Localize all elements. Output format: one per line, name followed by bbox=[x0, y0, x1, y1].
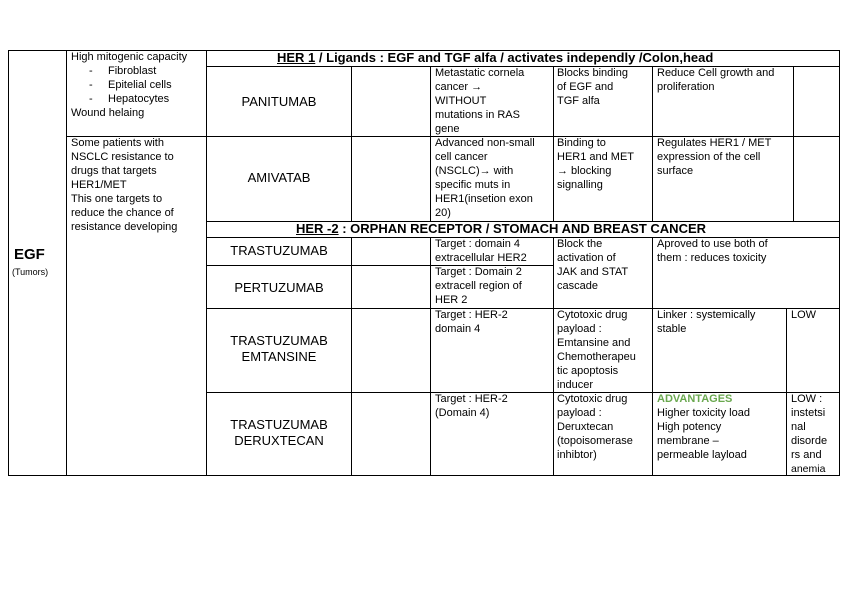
trastuzumab-target-1: Target : domain 4 bbox=[435, 238, 520, 250]
deruxtecan-advantage-1: Higher toxicity load bbox=[657, 407, 750, 419]
deruxtecan-toxicity-1: LOW : bbox=[791, 393, 823, 405]
amivatab-effect-1: Regulates HER1 / MET bbox=[657, 137, 772, 149]
divider-emtansine bbox=[206, 392, 840, 393]
amivatab-indication-2: cell cancer bbox=[435, 151, 488, 163]
divider-col5-her1 bbox=[652, 66, 653, 221]
emtansine-name-1: TRASTUZUMAB bbox=[230, 333, 328, 348]
deruxtecan-toxicity-2: instetsi bbox=[791, 407, 826, 419]
amivatab-mechanism-2: HER1 and MET bbox=[557, 151, 635, 163]
mitogenic-item-dash-3: - bbox=[89, 93, 93, 105]
emtansine-payload-6: inducer bbox=[557, 379, 594, 391]
table-border-left bbox=[8, 50, 9, 476]
panitumab-indication-4: mutations in RAS bbox=[435, 109, 520, 121]
emtansine-linker-2: stable bbox=[657, 323, 687, 335]
divider-egf bbox=[66, 50, 67, 476]
her2-header-rest: : ORPHAN RECEPTOR / STOMACH AND BREAST CANCER bbox=[338, 221, 707, 236]
panitumab-indication-3: WITHOUT bbox=[435, 95, 487, 107]
mitogenic-footer: Wound helaing bbox=[71, 107, 145, 119]
panitumab-effect-1: Reduce Cell growth and bbox=[657, 67, 775, 79]
amivatab-effect-2: expression of the cell bbox=[657, 151, 761, 163]
nsclc-line-1: Some patients with bbox=[71, 137, 164, 149]
panitumab-indication-2: cancer → bbox=[435, 81, 483, 93]
pertuzumab-target-2: extracell region of bbox=[435, 280, 522, 292]
panitumab-indication-1: Metastatic cornela bbox=[435, 67, 525, 79]
panitumab-mechanism-3: TGF alfa bbox=[557, 95, 600, 107]
deruxtecan-advantage-2: High potency bbox=[657, 421, 722, 433]
deruxtecan-target-2: (Domain 4) bbox=[435, 407, 490, 419]
deruxtecan-advantages-title: ADVANTAGES bbox=[657, 393, 733, 405]
mitogenic-item-3: Hepatocytes bbox=[108, 93, 170, 105]
nsclc-line-6: reduce the chance of bbox=[71, 207, 174, 219]
egf-title: EGF bbox=[14, 246, 45, 263]
deruxtecan-payload-1: Cytotoxic drug bbox=[557, 393, 628, 405]
table-border-right bbox=[839, 50, 840, 476]
deruxtecan-payload-3: Deruxtecan bbox=[557, 421, 614, 433]
mitogenic-item-1: Fibroblast bbox=[108, 65, 157, 77]
amivatab-indication-1: Advanced non-small bbox=[435, 137, 535, 149]
her1-header bbox=[277, 50, 713, 65]
deruxtecan-payload-4: (topoisomerase bbox=[557, 435, 633, 447]
mitogenic-item-2: Epitelial cells bbox=[108, 79, 172, 91]
divider-col6-her1 bbox=[793, 66, 794, 221]
emtansine-target-1: Target : HER-2 bbox=[435, 309, 508, 321]
amivatab-mechanism-4: signalling bbox=[557, 179, 603, 191]
deruxtecan-advantage-4: permeable layload bbox=[657, 449, 747, 461]
emtansine-payload-5: tic apoptosis bbox=[557, 365, 619, 377]
nsclc-line-5: This one targets to bbox=[71, 193, 163, 205]
emtansine-name-2: EMTANSINE bbox=[241, 349, 317, 364]
amivatab-indication-6: 20) bbox=[435, 207, 451, 219]
nsclc-line-3: drugs that targets bbox=[71, 165, 157, 177]
emtansine-toxicity: LOW bbox=[791, 309, 817, 321]
deruxtecan-target-1: Target : HER-2 bbox=[435, 393, 508, 405]
panitumab-effect-2: proliferation bbox=[657, 81, 715, 93]
tp-mechanism-4: cascade bbox=[557, 280, 598, 292]
mitogenic-title: High mitogenic capacity bbox=[71, 51, 188, 63]
tp-mechanism-3: JAK and STAT bbox=[557, 266, 629, 278]
egf-subtitle: (Tumors) bbox=[12, 267, 49, 277]
divider-col4-her2 bbox=[553, 237, 554, 476]
amivatab-indication-4: specific muts in bbox=[435, 179, 511, 191]
drug-amivatab: AMIVATAB bbox=[247, 170, 311, 185]
emtansine-target-2: domain 4 bbox=[435, 323, 481, 335]
drug-trastuzumab: TRASTUZUMAB bbox=[230, 243, 328, 258]
amivatab-indication-3: (NSCLC)→ with bbox=[435, 165, 514, 177]
tp-note-1: Aproved to use both of bbox=[657, 238, 768, 250]
panitumab-mechanism-1: Blocks binding bbox=[557, 67, 628, 79]
deruxtecan-payload-5: inhibtor) bbox=[557, 449, 597, 461]
divider-col4-her1 bbox=[553, 66, 554, 221]
emtansine-payload-4: Chemotherapeu bbox=[557, 351, 636, 363]
divider-col5-her2 bbox=[652, 237, 653, 476]
drug-panitumab: PANITUMAB bbox=[241, 94, 317, 109]
deruxtecan-advantage-3: membrane – bbox=[657, 435, 719, 447]
her1-header-prefix: HER 1 bbox=[277, 50, 316, 65]
her2-header-prefix: HER -2 bbox=[296, 221, 339, 236]
amivatab-effect-3: surface bbox=[657, 165, 694, 177]
panitumab-mechanism-2: of EGF and bbox=[557, 81, 614, 93]
pertuzumab-target-3: HER 2 bbox=[435, 294, 468, 306]
deruxtecan-toxicity-4: disorde bbox=[791, 435, 828, 447]
divider-col3-her1 bbox=[430, 66, 431, 221]
her1-header-rest: / Ligands : EGF and TGF alfa / activates independly /Colon,head bbox=[315, 50, 714, 65]
emtansine-payload-3: Emtansine and bbox=[557, 337, 631, 349]
deruxtecan-name-1: TRASTUZUMAB bbox=[230, 417, 328, 432]
emtansine-linker-1: Linker : systemically bbox=[657, 309, 756, 321]
deruxtecan-toxicity-6: anemia bbox=[791, 463, 826, 475]
drug-pertuzumab: PERTUZUMAB bbox=[234, 280, 324, 295]
divider-col3-her2 bbox=[430, 237, 431, 476]
drug-trastuzumab-deruxtecan bbox=[207, 417, 351, 449]
drug-trastuzumab-emtansine bbox=[207, 333, 351, 365]
her2-header bbox=[296, 221, 706, 236]
nsclc-line-4: HER1/MET bbox=[71, 179, 127, 191]
amivatab-mechanism-1: Binding to bbox=[557, 137, 606, 149]
deruxtecan-toxicity-5: rs and bbox=[791, 449, 822, 461]
tp-mechanism-1: Block the bbox=[557, 238, 603, 250]
deruxtecan-name-2: DERUXTECAN bbox=[234, 433, 324, 448]
amivatab-indication-5: HER1(insetion exon bbox=[435, 193, 533, 205]
deruxtecan-toxicity-3: nal bbox=[791, 421, 806, 433]
divider-col2-her2 bbox=[351, 237, 352, 476]
panitumab-indication-5: gene bbox=[435, 123, 460, 135]
deruxtecan-payload-2: payload : bbox=[557, 407, 602, 419]
mitogenic-item-dash-1: - bbox=[89, 65, 93, 77]
nsclc-line-7: resistance developing bbox=[71, 221, 178, 233]
table-border-bottom bbox=[8, 475, 840, 476]
emtansine-payload-2: payload : bbox=[557, 323, 602, 335]
tp-note-2: them : reduces toxicity bbox=[657, 252, 767, 264]
divider-desc bbox=[206, 50, 207, 476]
amivatab-mechanism-3: → blocking bbox=[557, 165, 612, 177]
emtansine-payload-1: Cytotoxic drug bbox=[557, 309, 628, 321]
trastuzumab-target-2: extracellular HER2 bbox=[435, 252, 527, 264]
divider-col2-her1 bbox=[351, 66, 352, 221]
mitogenic-item-dash-2: - bbox=[89, 79, 93, 91]
nsclc-line-2: NSCLC resistance to bbox=[71, 151, 174, 163]
tp-mechanism-2: activation of bbox=[557, 252, 616, 264]
pertuzumab-target-1: Target : Domain 2 bbox=[435, 266, 522, 278]
